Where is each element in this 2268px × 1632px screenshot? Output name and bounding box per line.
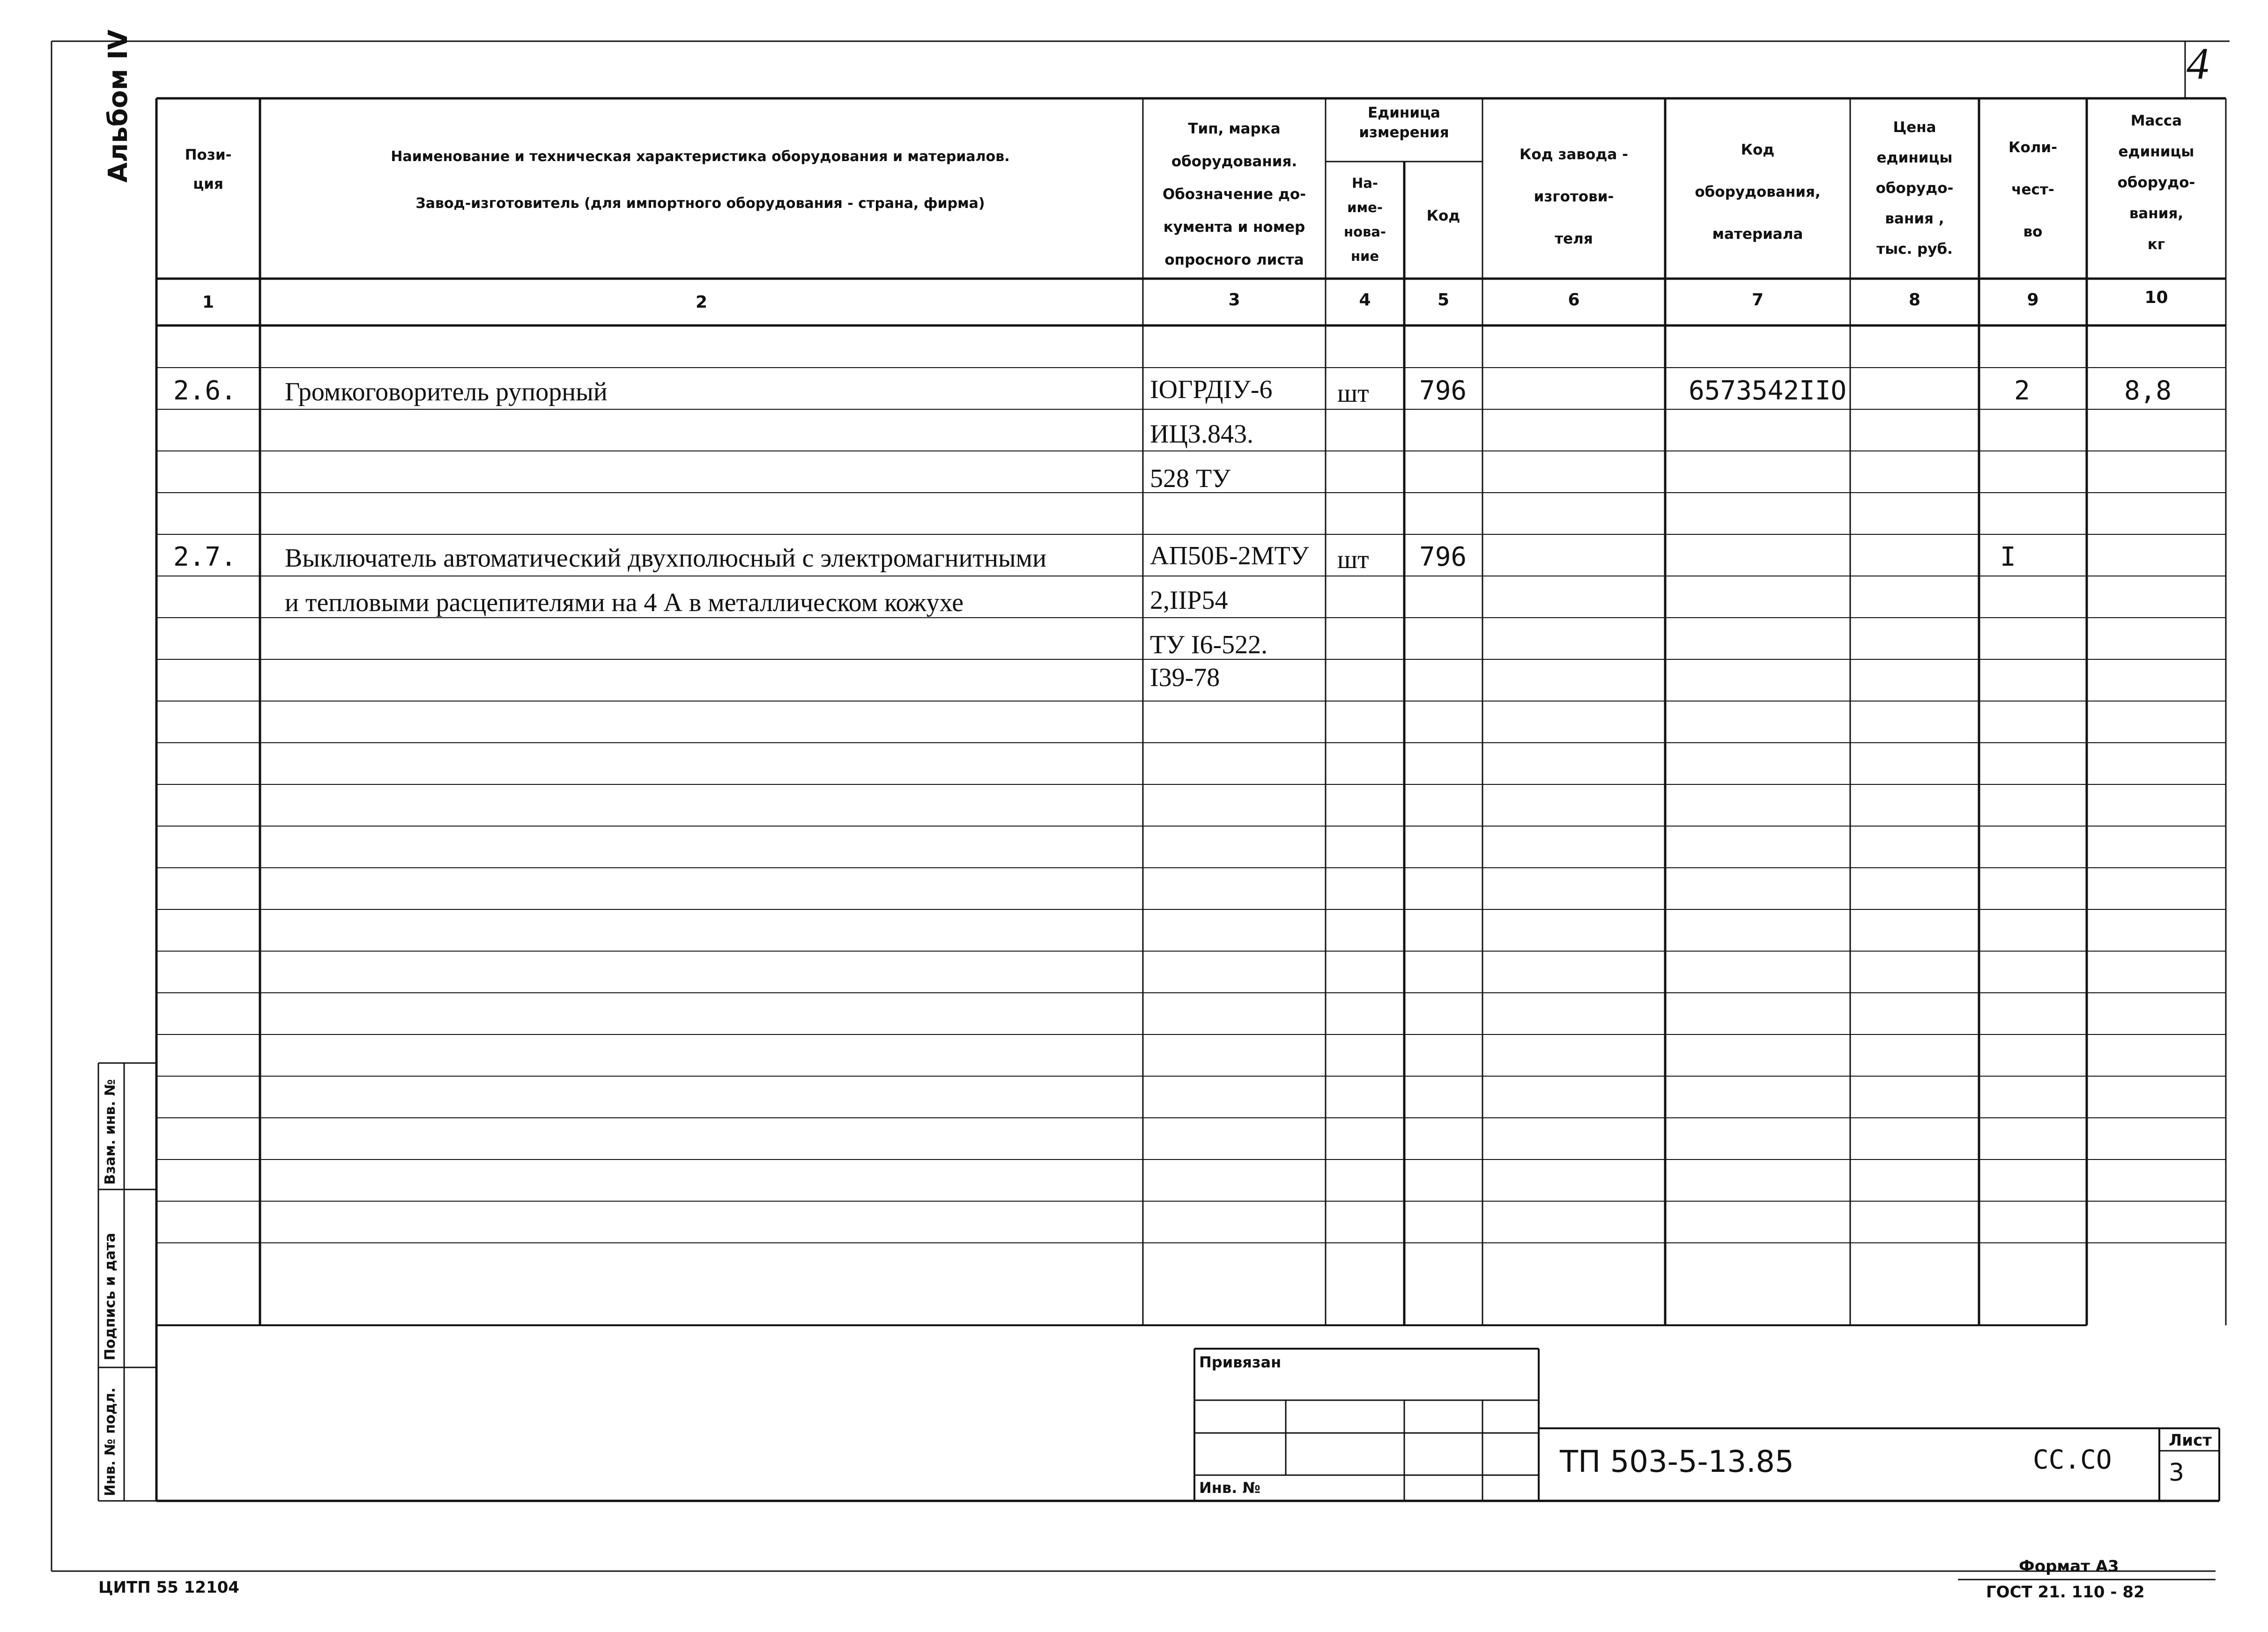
row1-type-3: 528 ТУ [1150, 464, 1230, 493]
sheet-number: 3 [2169, 1459, 2185, 1487]
document-mark: СС.СО [2033, 1445, 2112, 1475]
row2-unit-name: шт [1337, 545, 1369, 574]
stamp-signature-date: Подпись и дата [102, 1233, 119, 1360]
footer-gost: ГОСТ 21. 110 - 82 [1986, 1583, 2145, 1602]
page-number: 4 [2186, 38, 2209, 89]
row1-name: Громкоговоритель рупорный [285, 377, 608, 406]
header-col5: Код [1426, 207, 1460, 224]
row1-equipment-code: 6573542IIO [1689, 376, 1847, 406]
header-col4: На- име- нова- ние [1344, 175, 1386, 264]
stamp-replacement-inv: Взам. инв. № [102, 1079, 119, 1185]
row2-type-4: I39-78 [1150, 663, 1220, 692]
row1-mass: 8,8 [2124, 376, 2172, 406]
row1-type-1: IОГРДIУ-6 [1150, 375, 1273, 404]
row2-type-3: ТУ I6-522. [1150, 630, 1268, 659]
album-label: Альбом IV [103, 30, 133, 183]
header-col9: Коли- чест- во [2009, 139, 2057, 240]
stamp-inv-original: Инв. № подл. [102, 1387, 119, 1496]
colnum-6: 6 [1568, 290, 1580, 310]
footer-left: ЦИТП 55 12104 [98, 1578, 239, 1597]
header-col3: Тип, марка оборудования. Обозначение до- кумента и номер опросного листа [1162, 120, 1306, 268]
colnum-9: 9 [2027, 290, 2039, 310]
header-col2: Наименование и техническая характеристика оборудования и материалов. Завод-изготовитель (для импортного оборудования - страна, фирма) [391, 148, 1010, 212]
row2-position: 2.7. [173, 542, 237, 572]
colnum-10: 10 [2144, 288, 2168, 307]
colnum-8: 8 [1908, 290, 1921, 310]
row2-unit-code: 796 [1419, 542, 1467, 572]
row2-quantity: I [2000, 542, 2016, 572]
binding-inv: Инв. № [1199, 1479, 1260, 1497]
row2-type-2: 2,IIР54 [1150, 586, 1228, 615]
row1-quantity: 2 [2014, 376, 2030, 406]
row2-name-2: и тепловыми расцепителями на 4 А в металлическом кожухе [285, 588, 964, 617]
row2-name-1: Выключатель автоматический двухполюсный с электромагнитными [285, 544, 1047, 573]
header-col10: Масса единицы оборудо- вания, кг [2117, 112, 2195, 253]
colnum-3: 3 [1228, 290, 1240, 310]
row1-unit-code: 796 [1419, 376, 1467, 406]
binding-title: Привязан [1199, 1353, 1282, 1371]
colnum-4: 4 [1359, 290, 1371, 310]
header-col7: Код оборудования, материала [1695, 141, 1821, 243]
sheet-label: Лист [2169, 1431, 2212, 1450]
footer-format: Формат А3 [2019, 1557, 2119, 1576]
header-unit-group: Единица измерения [1359, 104, 1449, 141]
row2-type-1: АП50Б-2МТУ [1150, 541, 1309, 570]
row1-position: 2.6. [173, 376, 237, 406]
header-col6: Код завода - изготови- теля [1519, 146, 1628, 247]
header-col1: Пози- ция [185, 147, 232, 192]
colnum-2: 2 [695, 293, 708, 312]
colnum-5: 5 [1437, 290, 1450, 310]
header-col8: Цена единицы оборудо- вания , тыс. руб. [1875, 119, 1954, 258]
colnum-7: 7 [1751, 290, 1764, 310]
row1-type-2: ИЦЗ.843. [1150, 420, 1253, 449]
row1-unit-name: шт [1337, 379, 1369, 408]
document-code: ТП 503-5-13.85 [1560, 1445, 1794, 1479]
colnum-1: 1 [202, 293, 215, 312]
